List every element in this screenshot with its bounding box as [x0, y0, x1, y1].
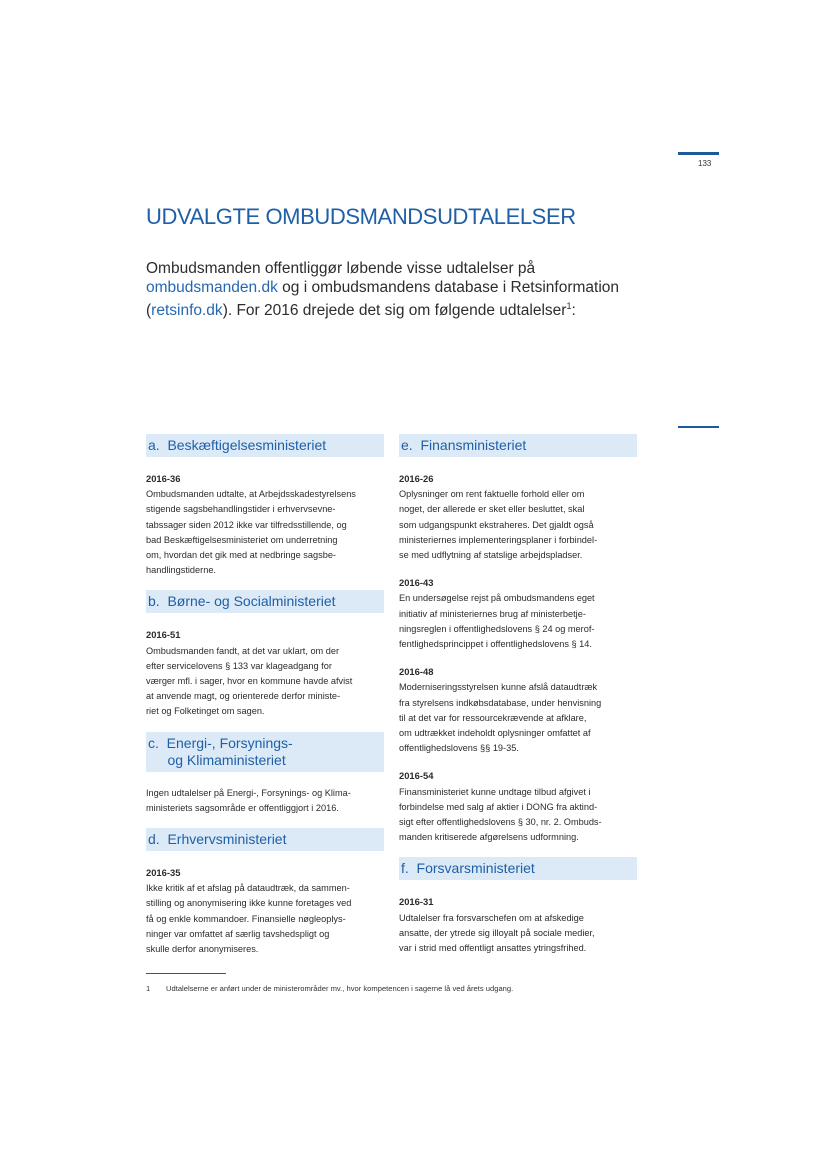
statement-text: Ingen udtalelser på Energi-, Forsynings- og Klima- ministeriets sagsområde er offentliggjort i 2016.	[146, 787, 351, 813]
page-number-rule	[678, 152, 719, 155]
footnote-number: 1	[146, 984, 151, 993]
statement-entry	[146, 471, 384, 578]
section-marker-rule	[678, 426, 719, 428]
case-number: 2016-43	[399, 577, 434, 589]
section-heading: a. Beskæftigelsesministeriet	[146, 434, 384, 457]
statement-entry	[146, 786, 384, 816]
statement-entry	[399, 894, 637, 956]
statement-text: En undersøgelse rejst på ombudsmandens eget initiativ af ministeriernes brug af ministerbetje- ningsreglen i offentlighedslovens § 24 og merof- fentlighedsprincippet i offentlighedslovens § 14.	[399, 593, 595, 650]
section-heading: d. Erhvervsministeriet	[146, 828, 384, 851]
section-heading: b. Børne- og Socialministeriet	[146, 590, 384, 613]
footnote-text: Udtalelserne er anført under de ministerområder mv., hvor kompetencen i sagerne lå ved årets udgang.	[166, 984, 514, 993]
intro-text-3: ). For 2016 drejede det sig om følgende udtalelser	[222, 302, 567, 320]
ombudsmanden-link[interactable]: ombudsmanden.dk	[146, 279, 278, 296]
intro-text-2: og i ombudsmandens database i Retsinformation (	[146, 279, 620, 320]
section-heading: e. Finansministeriet	[399, 434, 637, 457]
ministry-section	[146, 434, 384, 578]
intro-text-4: :	[571, 302, 576, 320]
left-column	[146, 434, 384, 969]
statement-entry	[146, 865, 384, 957]
statement-text: Ikke kritik af et afslag på dataudtræk, da sammen- stilling og anonymisering ikke kunne foretages ved få og enkle kommandoer. Finansielle nøgleoplys- ninger var omfattet af særlig tavshedspligt og skulle derfor anonymiseres.	[146, 883, 352, 955]
retsinfo-link[interactable]: retsinfo.dk	[151, 302, 223, 320]
page-number: 133	[698, 159, 712, 168]
case-number: 2016-51	[146, 629, 181, 641]
statement-text: Finansministeriet kunne undtage tilbud afgivet i forbindelse med salg af aktier i DONG fra aktind- sigt efter offentlighedslovens § 30, nr. 2. Ombuds- manden kritiserede afgørelsens udformning.	[399, 786, 602, 843]
case-number: 2016-35	[146, 867, 181, 879]
right-column	[399, 434, 637, 968]
intro-text-1: Ombudsmanden offentliggør løbende visse udtalelser på	[146, 260, 536, 277]
intro-paragraph	[146, 259, 646, 320]
statement-text: Udtalelser fra forsvarschefen om at afskedige ansatte, der ytrede sig illoyalt på sociale medier, var i strid med offentligt ansattes ytringsfrihed.	[399, 912, 595, 954]
ministry-section	[146, 828, 384, 957]
statement-entry	[399, 575, 637, 652]
statement-entry	[399, 471, 637, 563]
section-heading: c. Energi-, Forsynings- og Klimaministeriet	[146, 732, 384, 772]
case-number: 2016-48	[399, 666, 434, 678]
section-heading: f. Forsvarsministeriet	[399, 857, 637, 880]
statement-entry	[399, 664, 637, 756]
statement-entry	[399, 768, 637, 845]
page-title: UDVALGTE OMBUDSMANDSUDTALELSER	[146, 204, 576, 229]
ministry-section	[146, 590, 384, 719]
ministry-section	[146, 732, 384, 816]
footnote-reference[interactable]: 1	[566, 301, 572, 311]
footnote	[146, 984, 513, 993]
statement-entry	[146, 627, 384, 719]
statement-text: Moderniseringsstyrelsen kunne afslå dataudtræk fra styrelsens indkøbsdatabase, under henvisning til at det var for ressourcekrævende at afklare, om udtrækket indeholdt oplysninger omfattet af offentlighedslovens §§ 19-35.	[399, 682, 602, 754]
ministry-section	[399, 857, 637, 956]
statement-text: Oplysninger om rent faktuelle forhold eller om noget, der allerede er sket eller besluttet, skal som udgangspunkt ekstraheres. Det gjaldt også ministeriernes implementeringsplaner i forbindel- se med udflytning af statslige arbejdspladser.	[399, 489, 598, 561]
statement-text: Ombudsmanden udtalte, at Arbejdsskadestyrelsens stigende sagsbehandlingstider i erhvervsevne- tabssager siden 2012 ikke var tilfredsstillende, og bad Beskæftigelsesministeriet om underretning om, hvordan det gik med at nedbringe sagsbe- handlingstiderne.	[146, 489, 356, 576]
case-number: 2016-54	[399, 770, 434, 782]
ministry-section	[399, 434, 637, 845]
statement-text: Ombudsmanden fandt, at det var uklart, om der efter servicelovens § 133 var klageadgang for værger mfl. i sager, hvor en kommune havde afvist at anvende magt, og orienterede derfor ministe- riet og Folketinget om sagen.	[146, 645, 353, 717]
footnote-rule	[146, 973, 226, 974]
case-number: 2016-36	[146, 473, 181, 484]
case-number: 2016-26	[399, 473, 434, 484]
case-number: 2016-31	[399, 896, 434, 908]
